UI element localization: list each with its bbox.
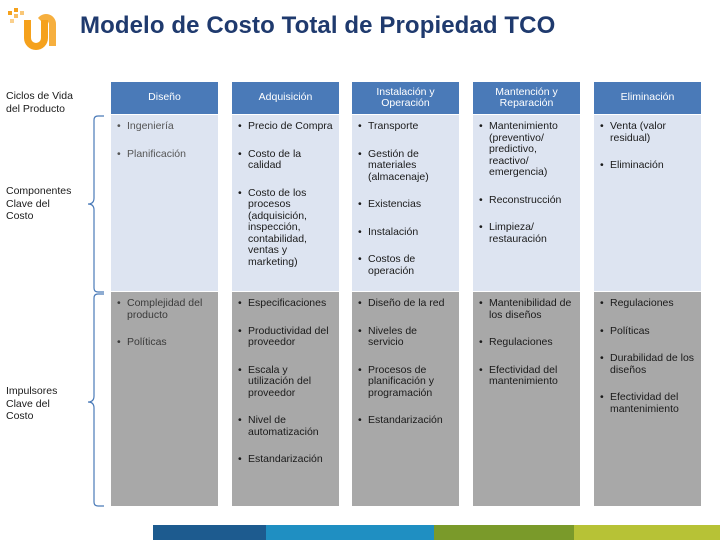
list-item [117,298,212,321]
list-item-text: Escala y utilización del proveedor [248,363,312,399]
list-item [358,254,453,277]
list-item [479,298,574,321]
list-item-text: Diseño de la red [368,297,445,309]
list-item-text: Transporte [368,120,419,132]
list-item [479,222,574,245]
bullet-icon: • [358,198,362,210]
lifecycle-label: Ciclos de Vida del Producto [6,90,73,115]
list-item-text: Instalación [368,225,419,238]
bullet-icon: • [358,225,362,238]
footer-segment [574,525,720,540]
list-item [238,365,333,400]
footer-segment [153,525,266,540]
list-item-text: Existencias [368,198,422,210]
bullet-icon: • [358,324,362,337]
list-item [117,337,212,349]
list-item [238,454,333,466]
bullet-icon: • [479,120,483,132]
list-item-text: Gestión de materiales (almacenaje) [368,147,429,183]
list-item [238,298,333,310]
bullet-icon: • [117,297,121,309]
list-item-text: Productividad del proveedor [248,324,329,348]
list-item [238,121,333,133]
list-item [358,365,453,400]
bullet-icon: • [479,297,483,309]
list-item [358,199,453,211]
drivers-cell [232,292,339,506]
bullet-icon: • [238,120,242,132]
bullet-icon: • [358,414,362,426]
list-item [358,298,453,310]
bullet-icon: • [479,336,483,348]
bullet-icon: • [600,352,604,364]
list-item [358,415,453,427]
list-item [600,160,695,172]
column-header: Instalación y Operación [352,82,459,114]
list-item-text: Mantenibilidad de los diseños [489,297,572,321]
components-cell [594,115,701,291]
bullet-icon: • [117,147,121,160]
bullet-icon: • [600,120,604,132]
list-item [238,415,333,438]
list-item [600,121,695,144]
list-item [117,121,212,133]
list-item-text: Costos de operación [368,253,416,277]
footer-segment [266,525,434,540]
list-item-text: Políticas [610,324,650,337]
list-item-text: Efectividad del mantenimiento [610,391,679,415]
bullet-icon: • [238,147,242,160]
bullet-icon: • [600,297,604,309]
bullet-icon: • [238,297,242,309]
bullet-icon: • [117,336,121,348]
drivers-cell [111,292,218,506]
drivers-label: Impulsores Clave del Costo [6,385,58,422]
list-item-text: Eliminación [610,159,664,171]
column-header: Mantención y Reparación [473,82,580,114]
components-brace-icon [78,114,108,294]
list-item [238,326,333,349]
bullet-icon: • [238,414,242,426]
bullet-icon: • [238,363,242,376]
bullet-icon: • [600,159,604,171]
bullet-icon: • [117,120,121,132]
slide-title: Modelo de Costo Total de Propiedad TCO [80,12,556,39]
list-item-text: Efectividad del mantenimiento [489,363,558,387]
components-cell [232,115,339,291]
list-item [358,326,453,349]
list-item [479,121,574,179]
list-item [238,149,333,172]
list-item [358,121,453,133]
list-item [600,298,695,310]
column-header: Diseño [111,82,218,114]
bullet-icon: • [600,324,604,337]
bullet-icon: • [600,391,604,403]
list-item [479,365,574,388]
column-header: Adquisición [232,82,339,114]
list-item-text: Reconstrucción [489,193,562,206]
list-item-text: Costo de la calidad [248,147,302,171]
list-item [238,188,333,269]
bullet-icon: • [479,193,483,206]
list-item-text: Regulaciones [489,336,553,348]
list-item [600,326,695,338]
list-item-text: Durabilidad de los diseños [610,352,695,376]
bullet-icon: • [238,453,242,465]
bullet-icon: • [238,186,242,199]
bullet-icon: • [358,120,362,132]
list-item [600,392,695,415]
list-item-text: Venta (valor residual) [610,120,667,144]
list-item [358,227,453,239]
footer-color-bar [153,525,720,540]
bullet-icon: • [479,363,483,376]
list-item-text: Ingeniería [127,120,174,132]
components-label: Componentes Clave del Costo [6,185,72,222]
list-item [117,149,212,161]
list-item-text: Complejidad del producto [127,297,203,321]
bullet-icon: • [238,324,242,337]
list-item [358,149,453,184]
list-item-text: Planificación [127,147,186,160]
list-item-text: Regulaciones [610,297,674,309]
bullet-icon: • [358,297,362,309]
bullet-icon: • [358,363,362,376]
list-item-text: Mantenimiento (preventivo/ predictivo, reactivo/ emergencia) [489,120,558,178]
list-item-text: Niveles de servicio [368,324,418,348]
drivers-cell [594,292,701,506]
components-cell [352,115,459,291]
list-item-text: Limpieza/ restauración [489,221,547,245]
bullet-icon: • [479,221,483,233]
footer-segment [434,525,574,540]
drivers-cell [473,292,580,506]
list-item-text: Estandarización [248,453,323,465]
list-item-text: Estandarización [368,414,443,426]
list-item-text: Procesos de planificación y programación [368,363,434,399]
list-item [600,353,695,376]
list-item [479,337,574,349]
drivers-cell [352,292,459,506]
column-header: Eliminación [594,82,701,114]
components-cell [111,115,218,291]
list-item-text: Nivel de automatización [248,414,319,438]
list-item-text: Especificaciones [248,297,327,309]
components-cell [473,115,580,291]
list-item-text: Políticas [127,336,167,348]
company-logo-icon [8,8,64,56]
list-item-text: Precio de Compra [248,120,333,132]
list-item [479,195,574,207]
drivers-brace-icon [78,292,108,508]
bullet-icon: • [358,253,362,265]
bullet-icon: • [358,147,362,160]
list-item-text: Costo de los procesos (adquisición, inspección, contabilidad, ventas y marketing) [248,186,307,268]
